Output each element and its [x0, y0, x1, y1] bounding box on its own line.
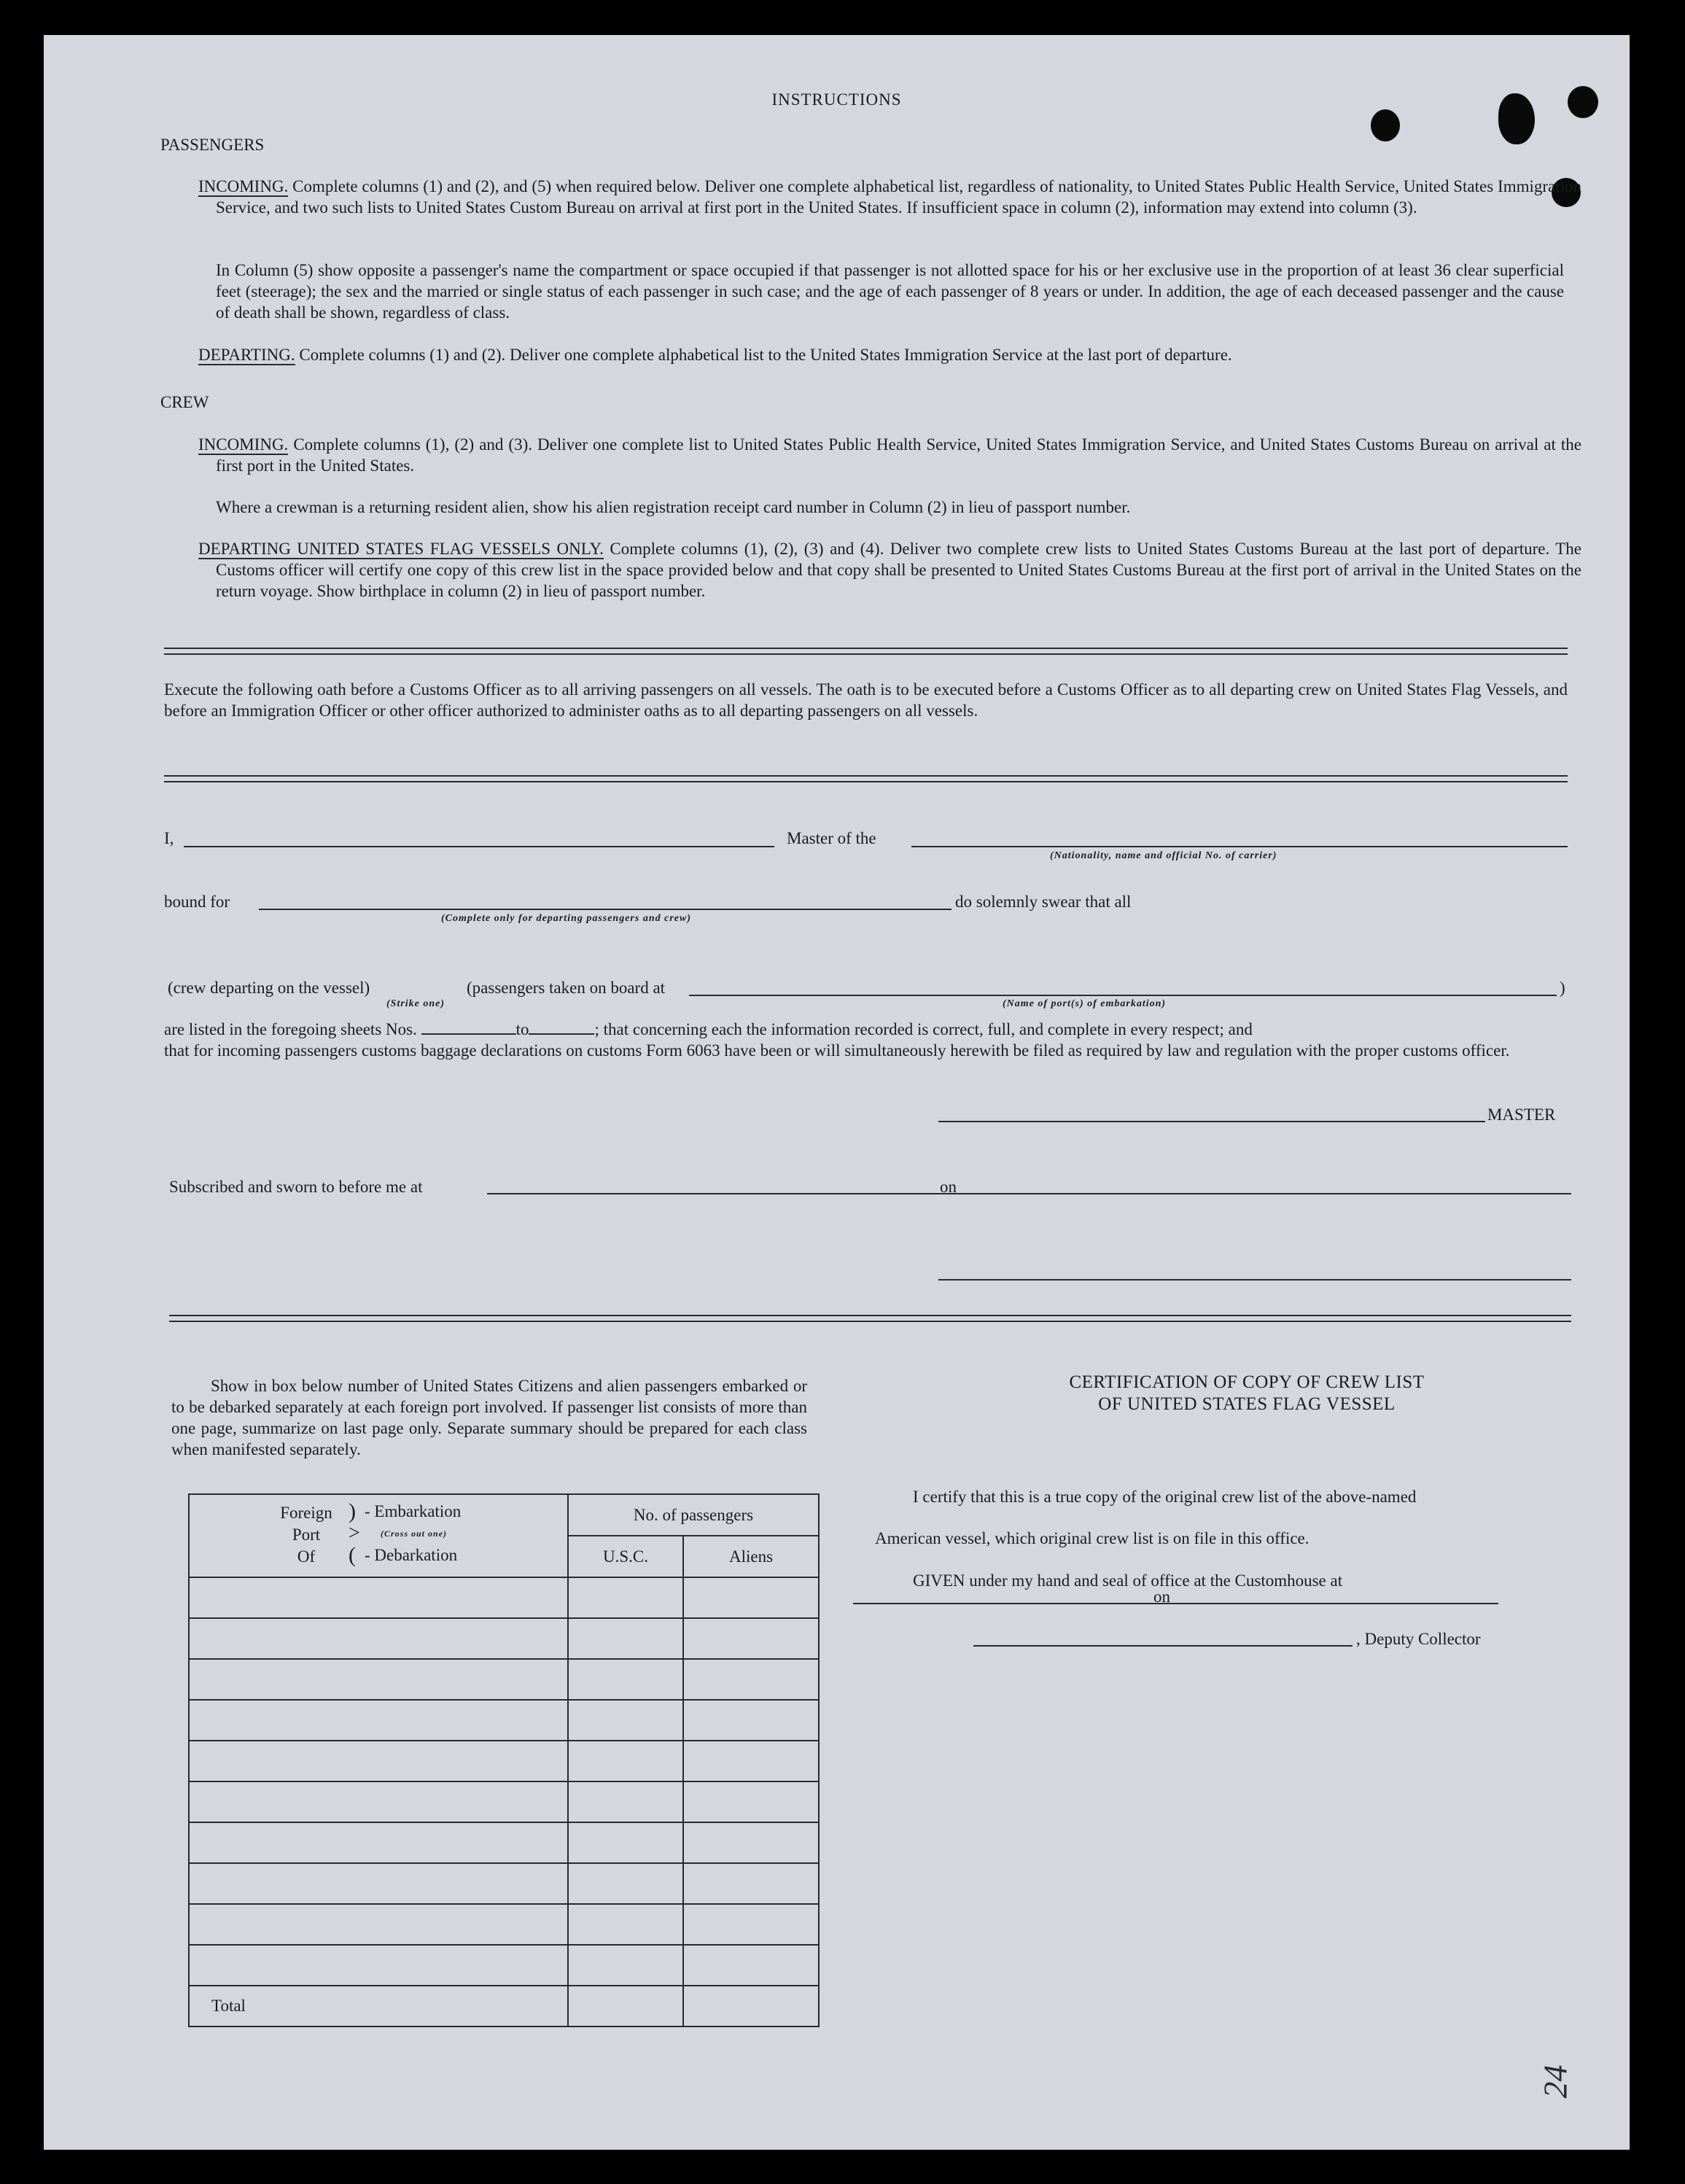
carrier-line[interactable]: [911, 846, 1568, 847]
table-row: [189, 1741, 819, 1781]
port-label: Port: [292, 1526, 321, 1544]
listed-suffix: ; that concerning each the information recorded is correct, full, and complete in every respect; and: [594, 1020, 1253, 1038]
aliens-cell[interactable]: [683, 1618, 819, 1659]
port-cell[interactable]: [189, 1700, 568, 1741]
port-cell[interactable]: [189, 1659, 568, 1700]
port-cell[interactable]: [189, 1904, 568, 1945]
port-cell[interactable]: [189, 1741, 568, 1781]
port-cell[interactable]: [189, 1945, 568, 1986]
port-cell[interactable]: [189, 1618, 568, 1659]
usc-header: U.S.C.: [568, 1536, 683, 1577]
passengers-column5-paragraph: In Column (5) show opposite a passenger's name the compartment or space occupied if that passenger is not allotted space for his or her exclusive use in the proportion of at least 36 clear superficial feet (steerage); the sex and the married or single status of each passenger in such case; and the age of each passenger of 8 years or under. In addition, the age of each deceased passenger and the cause of death shall be shown, regardless of class.: [216, 261, 1564, 322]
usc-cell[interactable]: [568, 1577, 683, 1618]
table-row: [189, 1781, 819, 1822]
table-row: [189, 1863, 819, 1904]
complete-only-hint: (Complete only for departing passengers and crew): [441, 913, 691, 924]
divider: [164, 648, 1568, 655]
handwritten-page-number: 24: [1536, 2064, 1574, 2099]
to-word: to: [515, 1020, 529, 1038]
crew-departing-option: (crew departing on the vessel): [168, 979, 370, 997]
departing-text: Complete columns (1) and (2). Deliver one complete alphabetical list to the United States Immigration Service at the last port of departure.: [299, 346, 1232, 364]
nationality-hint: (Nationality, name and official No. of carrier): [1050, 850, 1277, 861]
table-row: [189, 1577, 819, 1618]
table-row: [189, 1822, 819, 1863]
master-name-line[interactable]: [184, 846, 774, 847]
embarkation-label: - Embarkation: [365, 1502, 462, 1520]
table-row: [189, 1904, 819, 1945]
certify-line2: American vessel, which original crew list is on file in this office.: [875, 1529, 1310, 1547]
port-cell[interactable]: [189, 1781, 568, 1822]
debarkation-label: - Debarkation: [365, 1546, 458, 1564]
usc-cell[interactable]: [568, 1945, 683, 1986]
table-row: [189, 1945, 819, 1986]
customhouse-place-line[interactable]: [853, 1603, 1196, 1604]
ink-blot: [1371, 109, 1400, 141]
sworn-date-line[interactable]: [959, 1193, 1571, 1194]
crew-departing-paragraph: [198, 538, 1581, 602]
incoming-label: INCOMING.: [198, 177, 289, 195]
table-row: [189, 1659, 819, 1700]
port-hint: (Name of port(s) of embarkation): [1003, 998, 1167, 1009]
usc-cell[interactable]: [568, 1618, 683, 1659]
departing-label: DEPARTING.: [198, 346, 295, 364]
crew-incoming-paragraph: [198, 434, 1581, 476]
usc-cell[interactable]: [568, 1822, 683, 1863]
swear-text: do solemnly swear that all: [955, 893, 1132, 911]
passengers-heading: PASSENGERS: [160, 136, 265, 154]
listed-prefix: are listed in the foregoing sheets Nos.: [164, 1020, 417, 1038]
master-label: MASTER: [1487, 1105, 1556, 1124]
aliens-cell[interactable]: [683, 1945, 819, 1986]
aliens-cell[interactable]: [683, 1863, 819, 1904]
given-text: GIVEN under my hand and seal of office at the Customhouse at: [913, 1571, 1343, 1590]
master-of-the-label: Master of the: [787, 829, 876, 847]
customhouse-date-line[interactable]: [1174, 1603, 1498, 1604]
passengers-incoming-paragraph: [198, 176, 1581, 218]
usc-cell[interactable]: [568, 1781, 683, 1822]
officer-signature-line[interactable]: [938, 1279, 1571, 1281]
no-of-passengers-header: No. of passengers: [568, 1494, 819, 1536]
sworn-place-line[interactable]: [487, 1193, 983, 1194]
certification-title-line1: CERTIFICATION OF COPY OF CREW LIST: [1069, 1372, 1425, 1392]
bound-for-line[interactable]: [259, 909, 952, 910]
port-cell[interactable]: [189, 1822, 568, 1863]
on-word: on: [940, 1178, 957, 1196]
aliens-cell[interactable]: [683, 1659, 819, 1700]
aliens-cell[interactable]: [683, 1700, 819, 1741]
master-signature-line[interactable]: [938, 1121, 1485, 1122]
usc-cell[interactable]: [568, 1741, 683, 1781]
table-header-row: [189, 1494, 819, 1536]
crew-resident-paragraph: Where a crewman is a returning resident alien, show his alien registration receipt card number in Column (2) in lieu of passport number.: [216, 498, 1131, 516]
aliens-total-cell[interactable]: [683, 1986, 819, 2026]
cross-out-hint: (Cross out one): [381, 1528, 448, 1539]
table-row: [189, 1700, 819, 1741]
total-text: Total: [211, 1997, 246, 2015]
listed-rest: that for incoming passengers customs baggage declarations on customs Form 6063 have been or will simultaneously herewith be filed as required by law and regulation with the proper customs officer.: [164, 1041, 1510, 1060]
divider: [164, 775, 1568, 782]
table-row: [189, 1618, 819, 1659]
certification-title-line2: OF UNITED STATES FLAG VESSEL: [1098, 1394, 1396, 1414]
foreign-port-header: Foreign Port Of ) > ( - Embarkation (Cross out one) - Debarkation: [189, 1494, 568, 1577]
usc-cell[interactable]: [568, 1659, 683, 1700]
bound-for-label: bound for: [164, 893, 230, 911]
passengers-departing-paragraph: [198, 344, 1564, 365]
embarkation-port-line[interactable]: [689, 995, 1557, 996]
sheet-to-field[interactable]: [529, 1033, 594, 1035]
incoming-text: Complete columns (1) and (2), and (5) when required below. Deliver one complete alphabetical list, regardless of nationality, to United States Public Health Service, United States Immigration Service, and two such lists to United States Custom Bureau on arrival at first port in the United States. If insufficient space in column (2), information may extend into column (3).: [216, 177, 1582, 217]
usc-cell[interactable]: [568, 1904, 683, 1945]
aliens-cell[interactable]: [683, 1781, 819, 1822]
form-page: [44, 35, 1630, 2150]
subscribed-label: Subscribed and sworn to before me at: [169, 1178, 423, 1196]
port-cell[interactable]: [189, 1577, 568, 1618]
foreign-label: Foreign: [280, 1504, 332, 1522]
deputy-collector-label: , Deputy Collector: [1356, 1630, 1481, 1648]
aliens-cell[interactable]: [683, 1577, 819, 1618]
usc-cell[interactable]: [568, 1863, 683, 1904]
summary-instructions: Show in box below number of United States Citizens and alien passengers embarked or to be debarked separately at each foreign port involved. If passenger list consists of more than one page, summarize on last page only. Separate summary should be prepared for each class when manifested separately.: [171, 1377, 807, 1458]
crew-incoming-label: INCOMING.: [198, 435, 289, 454]
aliens-cell[interactable]: [683, 1904, 819, 1945]
total-row: [189, 1986, 819, 2026]
i-label: I,: [164, 829, 174, 847]
instructions-title: INSTRUCTIONS: [771, 90, 902, 109]
aliens-cell[interactable]: [683, 1741, 819, 1781]
cert-on-word: on: [1153, 1588, 1170, 1606]
deputy-signature-line[interactable]: [973, 1645, 1353, 1647]
listed-line: [164, 1019, 1571, 1040]
port-cell[interactable]: [189, 1863, 568, 1904]
usc-cell[interactable]: [568, 1700, 683, 1741]
of-label: Of: [297, 1547, 316, 1566]
aliens-cell[interactable]: [683, 1822, 819, 1863]
sheet-from-field[interactable]: [421, 1033, 516, 1035]
passenger-summary-table: [188, 1493, 820, 2027]
certify-line1: I certify that this is a true copy of the original crew list of the above-named: [913, 1488, 1417, 1506]
passengers-taken-option: (passengers taken on board at: [467, 979, 666, 997]
usc-total-cell[interactable]: [568, 1986, 683, 2026]
aliens-header: Aliens: [683, 1536, 819, 1577]
crew-departing-text: Complete columns (1), (2), (3) and (4). Deliver two complete crew lists to United States Customs Bureau at the last port of departure. The Customs officer will certify one copy of this crew list in the space provided below and that copy shall be presented to United States Customs Bureau at the first port of arrival in the United States on the return voyage. Show birthplace in column (2) in lieu of passport number.: [216, 540, 1582, 600]
execute-oath-paragraph: Execute the following oath before a Customs Officer as to all arriving passengers on all vessels. The oath is to be executed before a Customs Officer as to all departing crew on United States Flag Vessels, and before an Immigration Officer or other officer authorized to administer oaths as to all departing passengers on all vessels.: [164, 680, 1568, 720]
strike-one-hint: (Strike one): [386, 998, 445, 1009]
certification-title: [933, 1372, 1560, 1415]
crew-departing-label: DEPARTING UNITED STATES FLAG VESSELS ONLY.: [198, 540, 604, 558]
divider: [169, 1315, 1571, 1322]
crew-incoming-text: Complete columns (1), (2) and (3). Deliver one complete list to United States Public Health Service, United States Immigration Service, and United States Customs Bureau on arrival at the first port in the United States.: [216, 435, 1581, 475]
total-label: [189, 1986, 568, 2026]
close-paren: ): [1560, 979, 1565, 997]
crew-heading: CREW: [160, 393, 209, 411]
